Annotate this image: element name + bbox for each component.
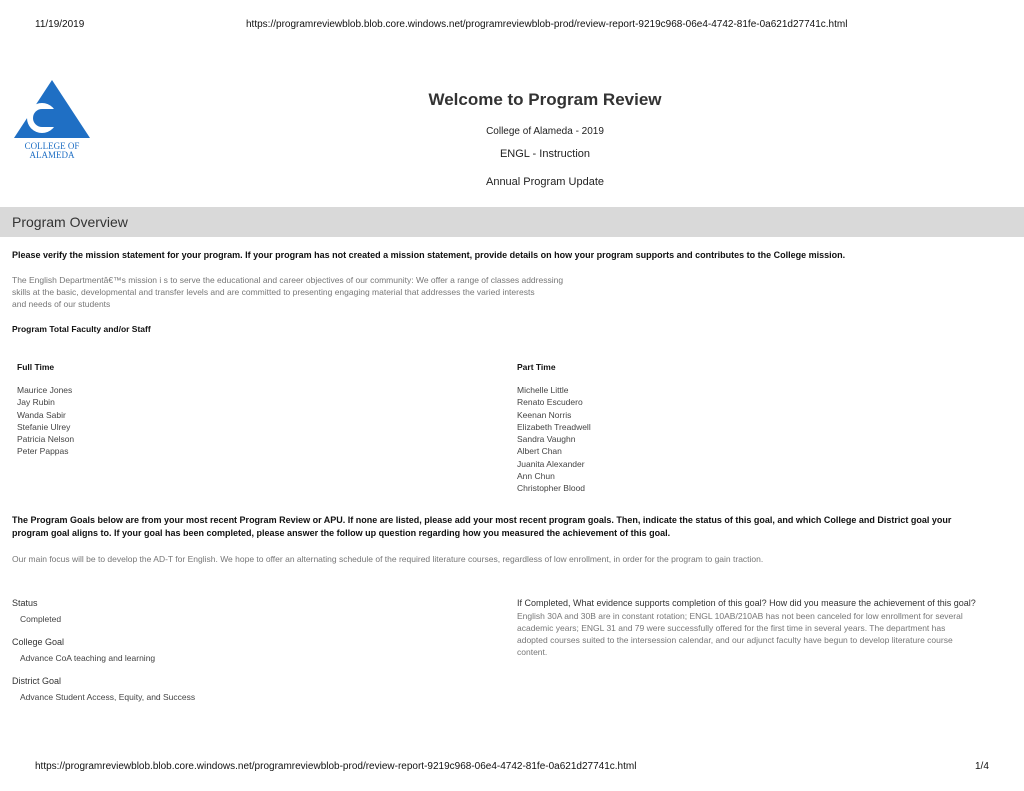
list-item: Sandra Vaughn: [517, 434, 576, 445]
college-goal-value: Advance CoA teaching and learning: [20, 653, 156, 663]
district-goal-label: District Goal: [12, 676, 62, 686]
faculty-heading: Program Total Faculty and/or Staff: [12, 324, 151, 334]
mission-answer-line: The English Departmentâ€™s mission i s to serve the educational and career objectives of our community: We offer a range of classes addressing: [12, 275, 564, 285]
list-item: Wanda Sabir: [17, 409, 66, 420]
mission-answer-line: skills at the basic, developmental and transfer levels and are committed to presenting engaging material that addresses the varied interests: [12, 287, 535, 297]
department: ENGL - Instruction: [499, 148, 591, 160]
list-item: Stefanie Ulrey: [17, 421, 71, 432]
list-item: Jay Rubin: [17, 397, 55, 408]
list-item: Christopher Blood: [517, 483, 586, 494]
college-year: College of Alameda - 2019: [486, 126, 604, 137]
mission-answer: [12, 274, 563, 310]
logo-text-line1: COLLEGE OF: [24, 141, 80, 151]
evidence-line: adopted courses suited to the intersession calendar, and our adjunct faculty have begun to develop literature course: [517, 635, 953, 645]
report-type: Annual Program Update: [485, 176, 604, 188]
part-time-list: [517, 384, 591, 495]
college-logo-mark: [12, 78, 92, 160]
college-goal-label: College Goal: [12, 637, 65, 647]
footer-url: https://programreviewblob.blob.core.windows.net/programreviewblob-prod/review-report-9219c968-06e4-4742-81fe-0a621d27741c.html: [35, 761, 637, 772]
list-item: Peter Pappas: [17, 446, 69, 457]
evidence-answer: [517, 610, 963, 658]
district-goal-value: Advance Student Access, Equity, and Success: [20, 692, 196, 702]
list-item: Patricia Nelson: [17, 434, 75, 445]
list-item: Keenan Norris: [517, 409, 572, 420]
list-item: Michelle Little: [517, 385, 569, 395]
page-title: Welcome to Program Review: [428, 90, 662, 109]
full-time-label: Full Time: [17, 362, 55, 372]
mission-question: Please verify the mission statement for your program. If your program has not created a mission statement, provide details on how your program supports and contributes to the College mission.: [12, 250, 846, 260]
status-label: Status: [12, 598, 38, 608]
list-item: Elizabeth Treadwell: [517, 421, 591, 432]
mission-answer-line: and needs of our students: [12, 299, 111, 309]
full-time-list: [17, 384, 74, 458]
college-logo: [12, 78, 92, 160]
list-item: Juanita Alexander: [517, 458, 585, 469]
section-band: [0, 207, 1024, 237]
status-value: Completed: [20, 614, 62, 624]
goals-question-line: The Program Goals below are from your most recent Program Review or APU. If none are listed, please add your most recent program goals. Then, indicate the status of this goal, and which College and District goal your: [12, 515, 952, 525]
list-item: Ann Chun: [517, 471, 555, 482]
print-date: 11/19/2019: [35, 19, 85, 30]
page-number: 1/4: [975, 761, 989, 772]
evidence-question: If Completed, What evidence supports completion of this goal? How did you measure the achievement of this goal?: [517, 598, 976, 608]
goals-question: [12, 514, 1017, 540]
list-item: Albert Chan: [517, 446, 562, 457]
goals-question-line: program goal aligns to. If your goal has been completed, please answer the follow up question regarding how you measured the achievement of this goal.: [12, 528, 671, 538]
evidence-line: content.: [517, 647, 548, 657]
evidence-line: academic years; ENGL 31 and 79 were successfully offered for the first time in several years. The department has: [517, 623, 946, 633]
section-heading: Program Overview: [12, 214, 128, 230]
print-url: https://programreviewblob.blob.core.windows.net/programreviewblob-prod/review-report-9219c968-06e4-4742-81fe-0a621d27741c.html: [246, 19, 848, 30]
evidence-line: English 30A and 30B are in constant rotation; ENGL 10AB/210AB has not been canceled for low enrollment for several: [517, 611, 963, 621]
list-item: Renato Escudero: [517, 397, 583, 408]
goals-answer: Our main focus will be to develop the AD-T for English. We hope to offer an alternating schedule of the required literature courses, regardless of low enrollment, in order for the program to gain traction.: [12, 554, 764, 564]
logo-text-line2: ALAMEDA: [29, 150, 75, 160]
part-time-label: Part Time: [517, 362, 556, 372]
list-item: Maurice Jones: [17, 385, 73, 395]
